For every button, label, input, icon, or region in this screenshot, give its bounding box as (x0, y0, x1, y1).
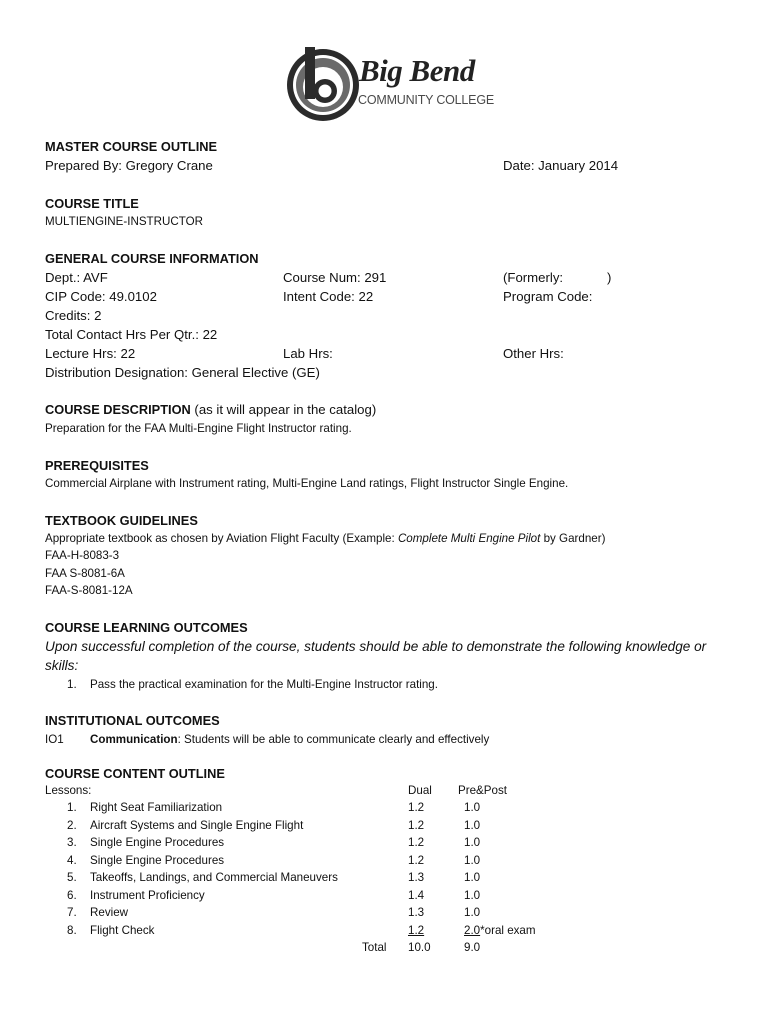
lesson-pre-post: 1.0 (464, 801, 481, 814)
lesson-pre-post: 1.0 (464, 906, 481, 919)
textbook-example-title: Complete Multi Engine Pilot (397, 532, 541, 545)
lesson-number: 3. (67, 836, 77, 849)
textbook-guideline (45, 531, 605, 547)
institutional-outcomes-heading: INSTITUTIONAL OUTCOMES (45, 713, 220, 728)
lesson-name: Flight Check (90, 924, 155, 937)
lab-hours: Lab Hrs: (283, 346, 333, 361)
credits: Credits: 2 (45, 308, 102, 323)
lesson-number: 1. (67, 801, 77, 814)
lesson-name: Aircraft Systems and Single Engine Flight (90, 819, 304, 832)
lesson-name: Takeoffs, Landings, and Commercial Maneuvers (90, 871, 338, 884)
lesson-dual: 1.2 (408, 854, 425, 867)
lesson-number: 6. (67, 889, 77, 902)
textbook-ref: FAA S-8081-6A (45, 567, 125, 580)
institutional-outcome (90, 732, 489, 748)
lesson-dual: 1.2 (408, 801, 425, 814)
institutional-outcome-text: : Students will be able to communicate clearly and effectively (177, 733, 490, 746)
lesson-number: 2. (67, 819, 77, 832)
lesson-number: 4. (67, 854, 77, 867)
lesson-dual: 1.4 (408, 889, 425, 902)
outcome-item: Pass the practical examination for the Multi-Engine Instructor rating. (90, 678, 438, 691)
lesson-pre-post: 1.0 (464, 836, 481, 849)
lesson-name: Review (90, 906, 129, 919)
lecture-hours: Lecture Hrs: 22 (45, 346, 136, 361)
textbook-heading: TEXTBOOK GUIDELINES (45, 513, 198, 528)
outcome-number: 1. (67, 678, 77, 691)
general-info-heading: GENERAL COURSE INFORMATION (45, 251, 259, 266)
course-num: Course Num: 291 (283, 270, 387, 285)
lesson-pre-post: 1.0 (464, 889, 481, 902)
textbook-guideline-text: Appropriate textbook as chosen by Aviation Flight Faculty (Example: (45, 532, 398, 545)
lesson-dual: 1.3 (408, 871, 425, 884)
prerequisites-text: Commercial Airplane with Instrument rating, Multi-Engine Land ratings, Flight Instructor Single Engine. (45, 477, 569, 490)
lesson-name: Instrument Proficiency (90, 889, 205, 902)
college-logo (283, 45, 493, 123)
learning-outcomes-intro: Upon successful completion of the course, students should be able to demonstrate the following knowledge or (45, 639, 707, 654)
lesson-pre-post: 1.0 (464, 819, 481, 832)
lesson-name: Single Engine Procedures (90, 836, 225, 849)
cip-code: CIP Code: 49.0102 (45, 289, 157, 304)
course-title-heading: COURSE TITLE (45, 196, 139, 211)
dept: Dept.: AVF (45, 270, 108, 285)
prerequisites-heading: PREREQUISITES (45, 458, 149, 473)
document-date: Date: January 2014 (503, 158, 619, 173)
prepared-by: Prepared By: Gregory Crane (45, 158, 213, 173)
lessons-label: Lessons: (45, 784, 92, 797)
intent-code: Intent Code: 22 (283, 289, 374, 304)
institutional-outcome-label: Communication (90, 733, 178, 746)
college-logo-mark (283, 45, 361, 123)
total-label: Total (362, 941, 387, 954)
institutional-outcome-code: IO1 (45, 733, 64, 746)
lesson-name: Single Engine Procedures (90, 854, 225, 867)
program-code: Program Code: (503, 289, 593, 304)
total-pre-post: 9.0 (464, 941, 481, 954)
description-heading: COURSE DESCRIPTION (45, 402, 191, 417)
lesson-dual: 1.2 (408, 836, 425, 849)
lesson-name: Right Seat Familiarization (90, 801, 223, 814)
lesson-pre-post: 1.0 (464, 854, 481, 867)
total-contact-hours: Total Contact Hrs Per Qtr.: 22 (45, 327, 218, 342)
description-text: Preparation for the FAA Multi-Engine Flight Instructor rating. (45, 422, 352, 435)
textbook-ref: FAA-H-8083-3 (45, 549, 120, 562)
college-name: Big Bend (359, 53, 475, 88)
lesson-number: 7. (67, 906, 77, 919)
learning-outcomes-intro-cont: skills: (45, 658, 79, 673)
textbook-guideline-author: by Gardner) (540, 532, 606, 545)
lesson-dual: 1.2 (408, 924, 425, 937)
lesson-dual: 1.2 (408, 819, 425, 832)
description-heading-note: (as it will appear in the catalog) (190, 402, 377, 417)
lesson-pre-post-cell (464, 923, 536, 939)
college-subtitle: COMMUNITY COLLEGE (358, 93, 494, 107)
distribution-designation: Distribution Designation: General Elective (GE) (45, 365, 320, 380)
document-title: MASTER COURSE OUTLINE (45, 139, 218, 154)
description-heading-line (45, 402, 376, 418)
column-pre-post: Pre&Post (458, 784, 507, 797)
course-title-value: MULTIENGINE-INSTRUCTOR (45, 215, 204, 228)
content-outline-heading: COURSE CONTENT OUTLINE (45, 766, 225, 781)
learning-outcomes-heading: COURSE LEARNING OUTCOMES (45, 620, 248, 635)
lesson-pre-post: 1.0 (464, 871, 481, 884)
lesson-dual: 1.3 (408, 906, 425, 919)
column-dual: Dual (408, 784, 432, 797)
other-hours: Other Hrs: (503, 346, 564, 361)
lesson-number: 8. (67, 924, 77, 937)
lesson-note: *oral exam (480, 924, 536, 937)
total-dual: 10.0 (408, 941, 431, 954)
lesson-number: 5. (67, 871, 77, 884)
textbook-ref: FAA-S-8081-12A (45, 584, 133, 597)
lesson-pre-post: 2.0 (464, 924, 481, 937)
formerly: (Formerly: ) (503, 270, 612, 285)
